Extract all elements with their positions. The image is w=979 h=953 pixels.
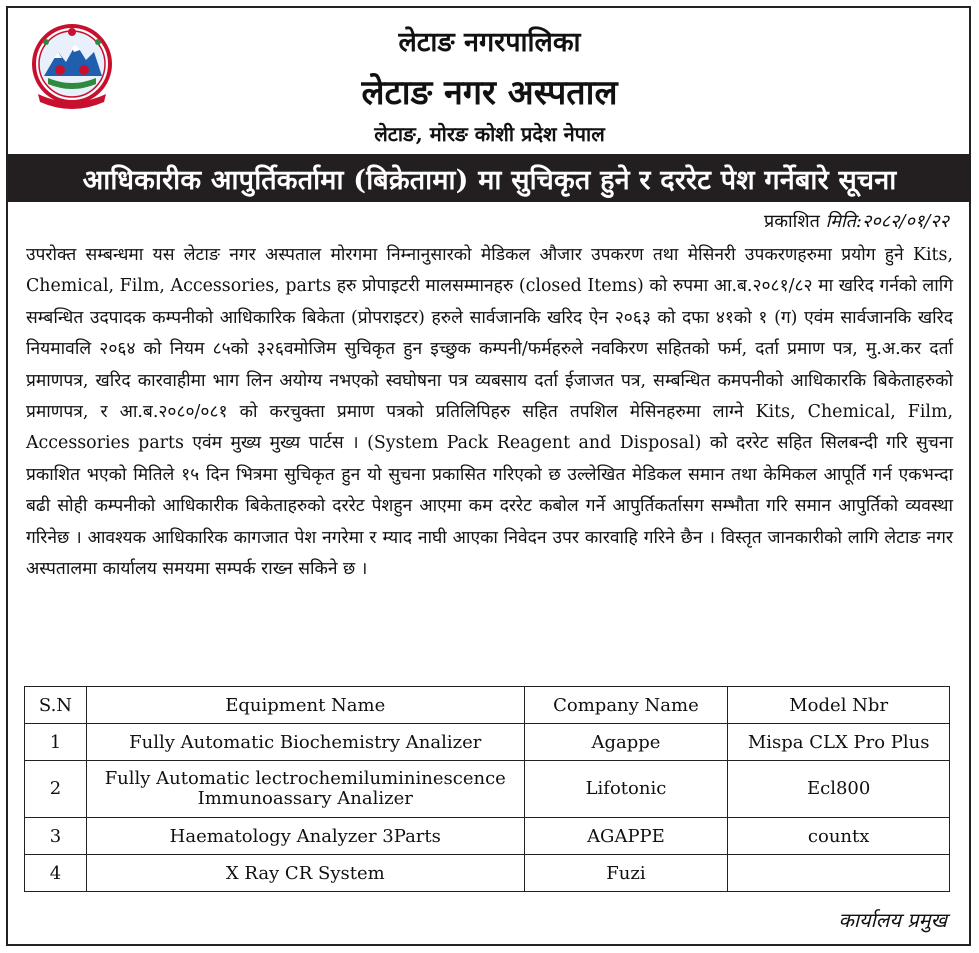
cell-equipment: Fully Automatic lectrochemilumininescence Immunoassary Analizer	[86, 761, 524, 818]
column-header-equipment: Equipment Name	[86, 687, 524, 724]
cell-sn: 1	[25, 724, 87, 761]
hospital-address: लेटाङ, मोरङ कोशी प्रदेश नेपाल	[374, 122, 605, 146]
cell-company: AGAPPE	[524, 818, 728, 855]
cell-company: Fuzi	[524, 855, 728, 892]
cell-equipment: X Ray CR System	[86, 855, 524, 892]
column-header-model: Model Nbr	[728, 687, 950, 724]
published-label: प्रकाशित	[763, 211, 820, 232]
published-date-line	[764, 209, 949, 233]
cell-model: Mispa CLX Pro Plus	[728, 724, 950, 761]
table-row	[25, 855, 950, 892]
cell-sn: 3	[25, 818, 87, 855]
table-row	[25, 724, 950, 761]
municipality-name: लेटाङ नगरपालिका	[398, 27, 581, 58]
cell-sn: 2	[25, 761, 87, 818]
notice-title: आधिकारीक आपुर्तिकर्तामा (बिक्रेतामा) मा सुचिकृत हुने र दररेट पेश गर्नेबारे सूचना	[82, 164, 897, 196]
office-chief-signature: कार्यालय प्रमुख	[838, 908, 947, 932]
cell-equipment: Fully Automatic Biochemistry Analizer	[86, 724, 524, 761]
column-header-sn: S.N	[25, 687, 87, 724]
published-date: मिति:२०८२/०१/२२	[825, 211, 949, 232]
cell-model	[728, 855, 950, 892]
hospital-name: लेटाङ नगर अस्पताल	[361, 73, 618, 113]
notice-title-banner	[8, 154, 971, 202]
cell-model: Ecl800	[728, 761, 950, 818]
table-row	[25, 818, 950, 855]
cell-company: Agappe	[524, 724, 728, 761]
cell-sn: 4	[25, 855, 87, 892]
table-header-row	[25, 687, 950, 724]
cell-company: Lifotonic	[524, 761, 728, 818]
equipment-table	[24, 686, 950, 892]
cell-equipment: Haematology Analyzer 3Parts	[86, 818, 524, 855]
column-header-company: Company Name	[524, 687, 728, 724]
cell-model: countx	[728, 818, 950, 855]
table-row	[25, 761, 950, 818]
notice-body: उपरोक्त सम्बन्धमा यस लेटाङ नगर अस्पताल मोरगमा निम्नानुसारको मेडिकल औजार उपकरण तथा मेसिनरी उपकरणहरुमा प्रयोग हुने Kits, Chemical, Film, Accessories, parts हरु प्रोपाइटरी मालसम्मानहरु (closed Items) को रुपमा आ.ब.२०८१/८२ मा खरिद गर्नको लागि सम्बन्धित उदपादक कम्पनीको आधिकारिक बिकेता (प्रोपराइटर) हरुले सार्वजानकि खरिद ऐन २०६३ को दफा ४१को १ (ग) एवंम सार्वजानकि खरिद नियमावलि २०६४ को नियम ८५को ३२६वमोजिम सुचिकृत हुन इच्छुक कम्पनी/फर्महरुले नवकिरण सहितको फर्म, दर्ता प्रमाण पत्र, मु.अ.कर दर्ता प्रमाणपत्र, खरिद कारवाहीमा भाग लिन अयोग्य नभएको स्वघोषना पत्र व्यबसाय दर्ता ईजाजत पत्र, सम्बन्धित कमपनीको आधिकारकि बिकेताहरुको प्रमाणपत्र, र आ.ब.२०८०/०८१ को करचुक्ता प्रमाण पत्रको प्रतिलिपिहरु सहित तपशिल मेसिनहरुमा लाग्ने Kits, Chemical, Film, Accessories parts एवंम मुख्य मुख्य पार्टस । (System Pack Reagent and Disposal) को दररेट सहित सिलबन्दी गरि सुचना प्रकाशित भएको मितिले १५ दिन भित्रमा सुचिकृत हुन यो सुचना प्रकासित गरिएको छ उल्लेखित मेडिकल समान तथा केमिकल आपूर्ति गर्न एकभन्दा बढी सोही कम्पनीको आधिकारीक बिकेताहरुको दररेट पेशहुन आएमा कम दररेट कबोल गर्ने आपुर्तिकर्तासग सम्भौता गरि समान आपुर्तिको व्यवस्था गरिनेछ । आवश्यक आधिकारिक कागजात पेश नगरेमा र म्याद नाघी आएका निवेदन उपर कारवाहि गरिने छैन । विस्तृत जानकारीको लागि लेटाङ नगर अस्पतालमा कार्यालय समयमा सम्पर्क राख्न सकिने छ ।	[26, 245, 953, 580]
